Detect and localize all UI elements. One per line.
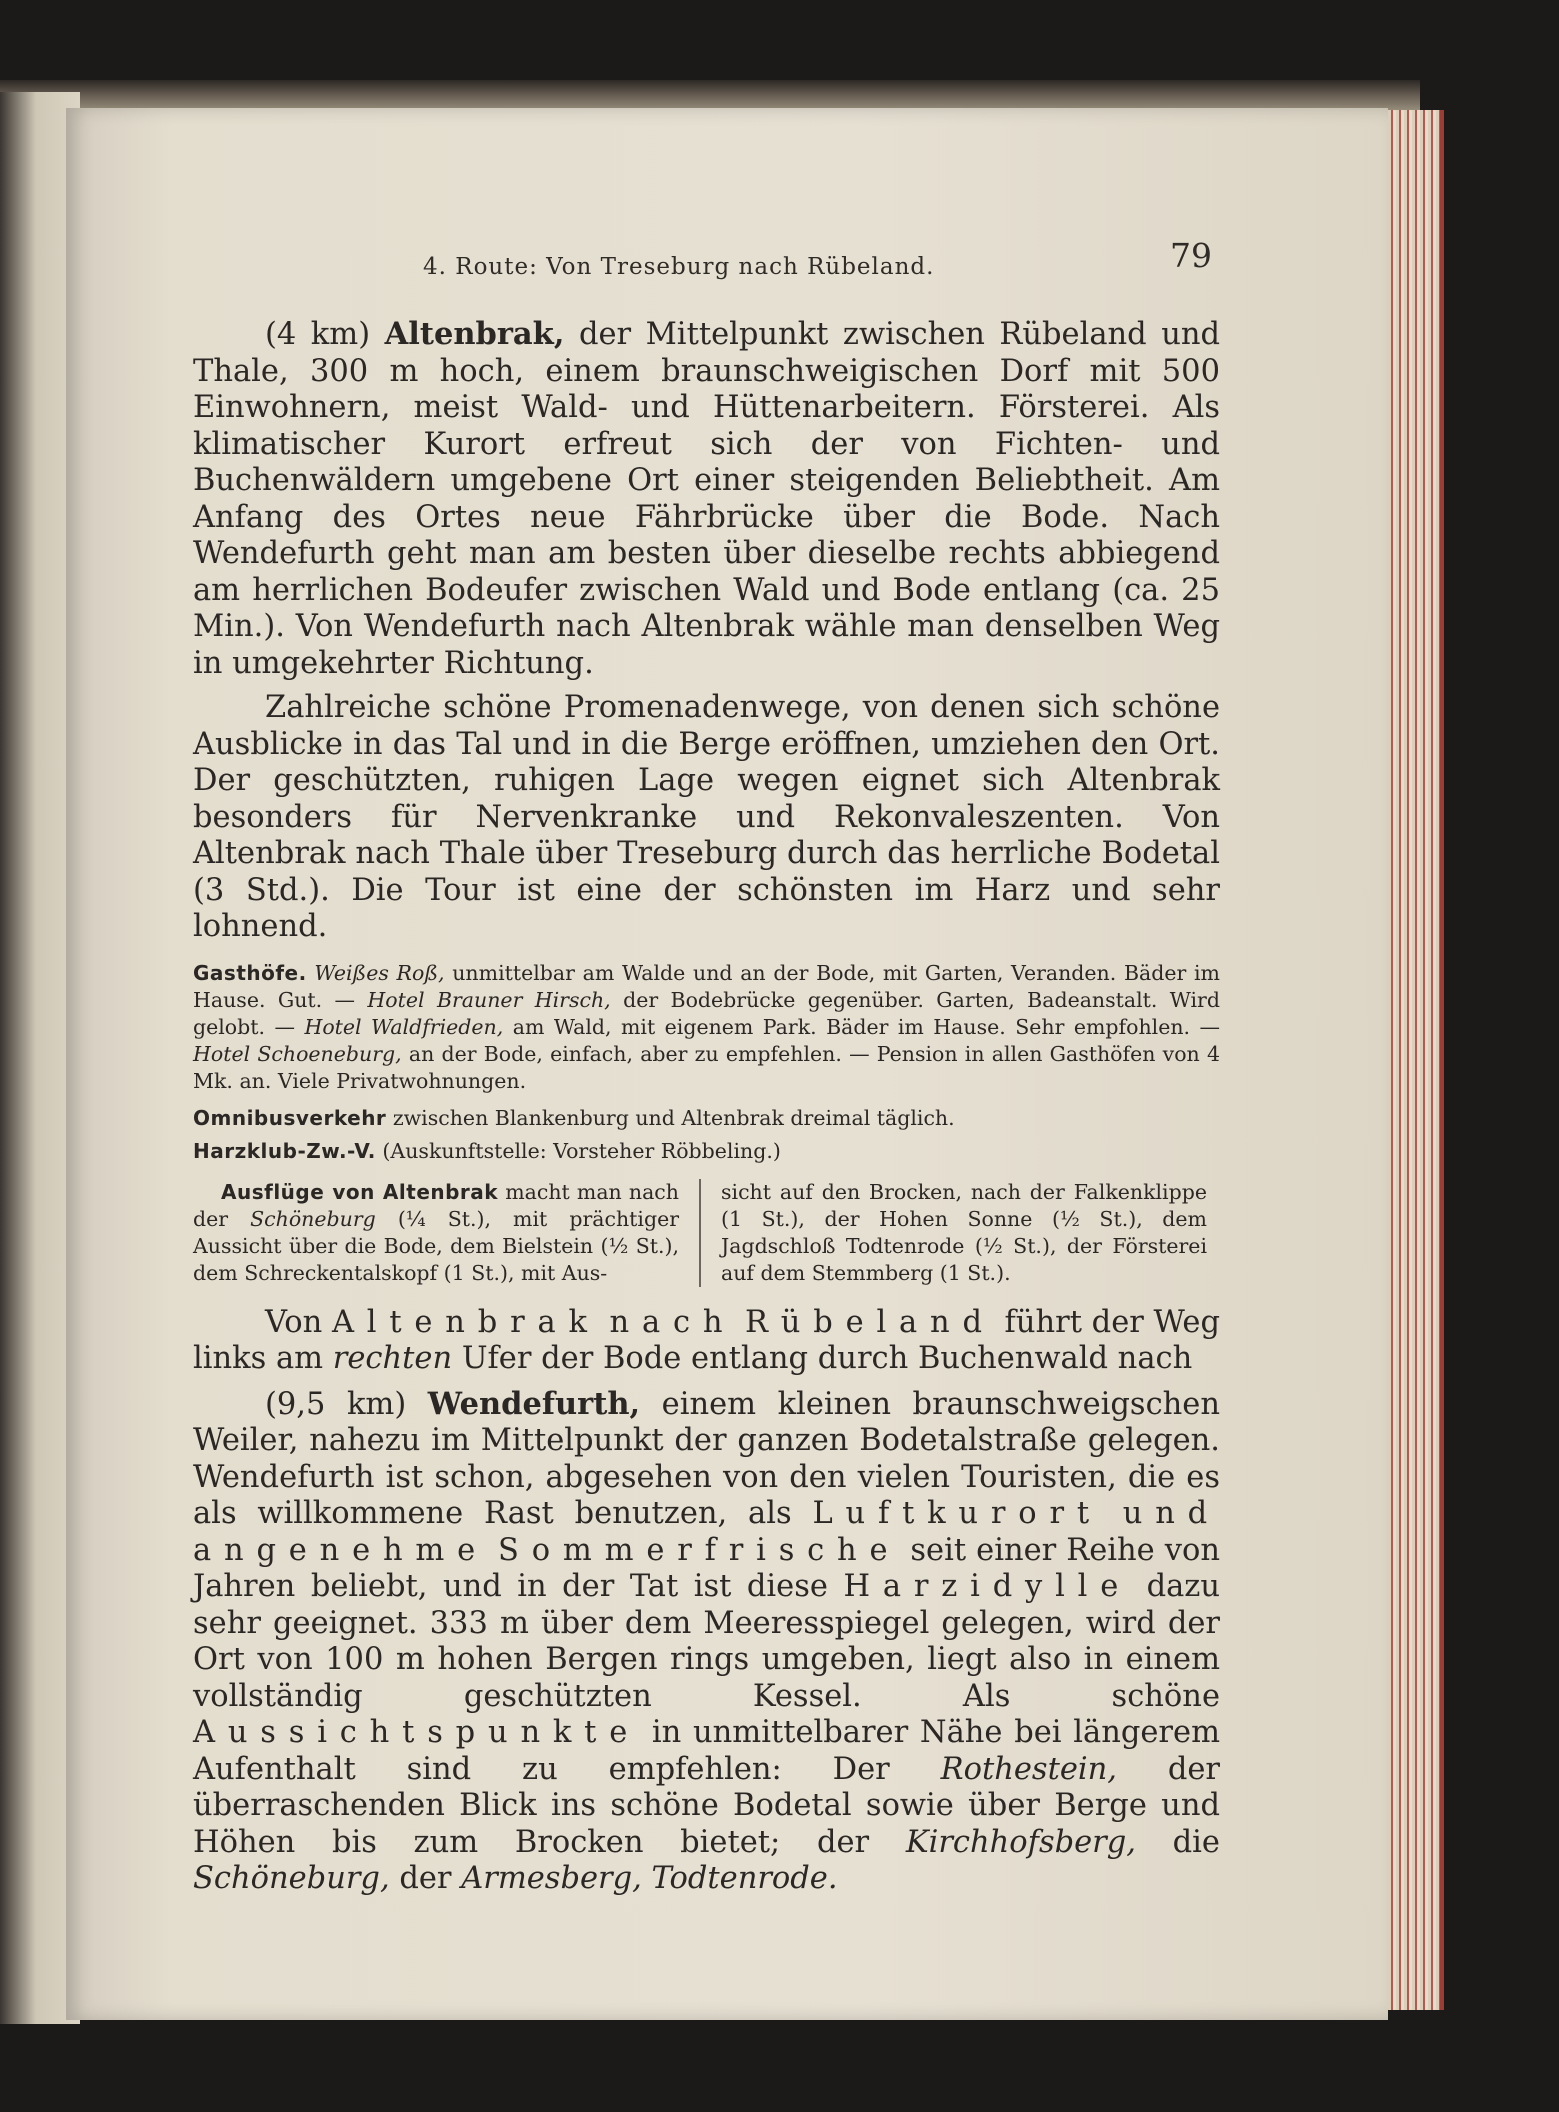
page-number: 79 — [1170, 236, 1212, 275]
ausfluege-label: Ausflüge von Altenbrak — [221, 1179, 499, 1204]
paragraph-wendefurth — [193, 1386, 1220, 1898]
spaced-word: angenehme — [193, 1532, 488, 1568]
omnibus-line — [193, 1105, 1220, 1132]
spaced-place: Altenbrak — [331, 1304, 600, 1340]
hotel-text: an der Bode, einfach, aber zu empfehlen. — Pension in allen Gasthöfen von 4 Mk. an. Viele Privatwohnungen. — [193, 1041, 1220, 1093]
paragraph-promenaden: Zahlreiche schöne Promenadenwege, von denen sich schöne Ausblicke in das Tal und in die Berge eröffnen, umziehen den Ort. Der geschützten, ruhigen Lage wegen eignet sich Altenbrak besonders für Nervenkranke und Rekonvaleszenten. Von Altenbrak nach Thale über Treseburg durch das herrliche Bodetal (3 Std.). Die Tour ist eine der schönsten im Harz und sehr lohnend. — [193, 690, 1220, 944]
spaced-word: Harzidylle — [843, 1569, 1132, 1604]
harzklub-label: Harzklub-Zw.-V. — [193, 1138, 376, 1163]
spaced-word: nach — [609, 1304, 736, 1340]
route-text: führt der Weg links am — [193, 1304, 1220, 1376]
paragraph-text: in unmittelbarer Nähe bei längerem Aufenthalt sind zu empfehlen: Der — [193, 1715, 1220, 1787]
spaced-word: und — [1122, 1496, 1220, 1531]
gasthoefe-label: Gasthöfe. — [193, 960, 307, 985]
hotel-text: der Bodebrücke gegenüber. Garten, Badeanstalt. Wird gelobt. — — [193, 987, 1220, 1039]
page-body — [193, 316, 1220, 1898]
ausfluege-text: (¼ St.), mit prächtiger Aussicht über die Bode, dem Bielstein (½ St.), dem Schreckentalskopf (1 St.), mit Aus- — [193, 1206, 679, 1285]
paragraph-text: der überraschenden Blick ins schöne Bodetal sowie über Berge und Höhen bis zum Brocken bietet; der — [193, 1751, 1220, 1860]
emphasis: rechten — [332, 1341, 453, 1376]
paragraph-text: der Mittelpunkt zwischen Rübeland und Thale, 300 m hoch, einem braunschweigischen Dorf mit 500 Einwohnern, meist Wald- und Hüttenarbeitern. Försterei. Als klimatischer Kurort erfreut sich der von Fichten- und Buchenwäldern umgebene Ort einer steigenden Beliebtheit. Am Anfang des Ortes neue Fährbrücke über die Bode. Nach Wendefurth geht man am besten über dieselbe rechts abbiegend am herrlichen Bodeufer zwischen Wald und Bode entlang (ca. 25 Min.). Von Wendefurth nach Altenbrak wähle man denselben Weg in umgekehrter Richtung. — [193, 317, 1221, 681]
harzklub-text: (Auskunftstelle: Vorsteher Röbbeling.) — [382, 1138, 781, 1163]
place-name: Rothestein, — [940, 1751, 1117, 1787]
place-name: Schöneburg, — [193, 1861, 390, 1896]
gasthoefe-block — [193, 960, 1220, 1095]
place-name: Kirchhofsberg, — [905, 1824, 1136, 1860]
spaced-place: Rübeland — [745, 1304, 995, 1340]
running-title: 4. Route: Von Treseburg nach Rübeland. — [423, 254, 935, 280]
hotel-name: Hotel Waldfrieden, — [304, 1014, 504, 1039]
omnibus-text: zwischen Blankenburg und Altenbrak dreimal täglich. — [392, 1105, 955, 1130]
spaced-word: Luftkurort — [812, 1496, 1102, 1531]
paragraph-text: dazu sehr geeignet. 333 m über dem Meeresspiegel gelegen, wird der Ort von 100 m hohen Bergen rings umgeben, liegt also in einem vollständig geschützten Kessel. Als schöne — [193, 1569, 1220, 1714]
place-name: Armesberg, — [461, 1861, 642, 1896]
spaced-word: Aussichtspunkte — [193, 1715, 641, 1750]
hotel-text: unmittelbar am Walde und an der Bode, mit Garten, Veranden. Bäder im Hause. Gut. — — [193, 960, 1220, 1012]
place-heading: Wendefurth, — [427, 1385, 641, 1422]
omnibus-label: Omnibusverkehr — [193, 1105, 387, 1130]
distance: (4 km) — [265, 317, 371, 352]
paragraph-altenbrak — [193, 316, 1220, 682]
ausfluege-right-column: sicht auf den Brocken, nach der Falkenklippe (1 St.), der Hohen Sonne (½ St.), dem Jagdschloß Todtenrode (½ St.), der Försterei auf dem Stemmberg (1 St.). — [721, 1179, 1207, 1285]
paragraph-text: der — [399, 1861, 452, 1896]
distance: (9,5 km) — [265, 1386, 407, 1422]
route-text: Von — [265, 1304, 323, 1340]
paragraph-text: seit einer Reihe von Jahren beliebt, und in der Tat ist diese — [193, 1532, 1221, 1604]
route-text: Ufer der Bode entlang durch Buchenwald nach — [461, 1341, 1193, 1376]
ausfluege-columns — [193, 1179, 1220, 1287]
spaced-word: Sommerfrische — [498, 1532, 901, 1568]
harzklub-line — [193, 1138, 1220, 1165]
hotel-name: Weißes Roß, — [314, 960, 445, 985]
running-head — [193, 232, 1220, 280]
place-name: Todtenrode. — [651, 1861, 838, 1896]
paragraph-route — [193, 1305, 1220, 1378]
paragraph-text: die — [1172, 1824, 1220, 1860]
hotel-text: am Wald, mit eigenem Park. Bäder im Hause. Sehr empfohlen. — — [512, 1014, 1220, 1039]
place-heading: Altenbrak, — [384, 316, 565, 352]
ausfluege-left-column — [193, 1179, 701, 1287]
ausfluege-text: macht man nach der — [193, 1179, 679, 1231]
hotel-name: Hotel Brauner Hirsch, — [367, 987, 611, 1012]
hotel-name: Hotel Schoeneburg, — [193, 1041, 402, 1066]
paragraph-text: einem kleinen braunschweigschen Weiler, nahezu im Mittelpunkt der ganzen Bodetalstraße gelegen. Wendefurth ist schon, abgesehen von den vielen Touristen, die es als willkommene Rast benutzen, als — [193, 1386, 1220, 1531]
place-name: Schöneburg — [250, 1206, 376, 1231]
